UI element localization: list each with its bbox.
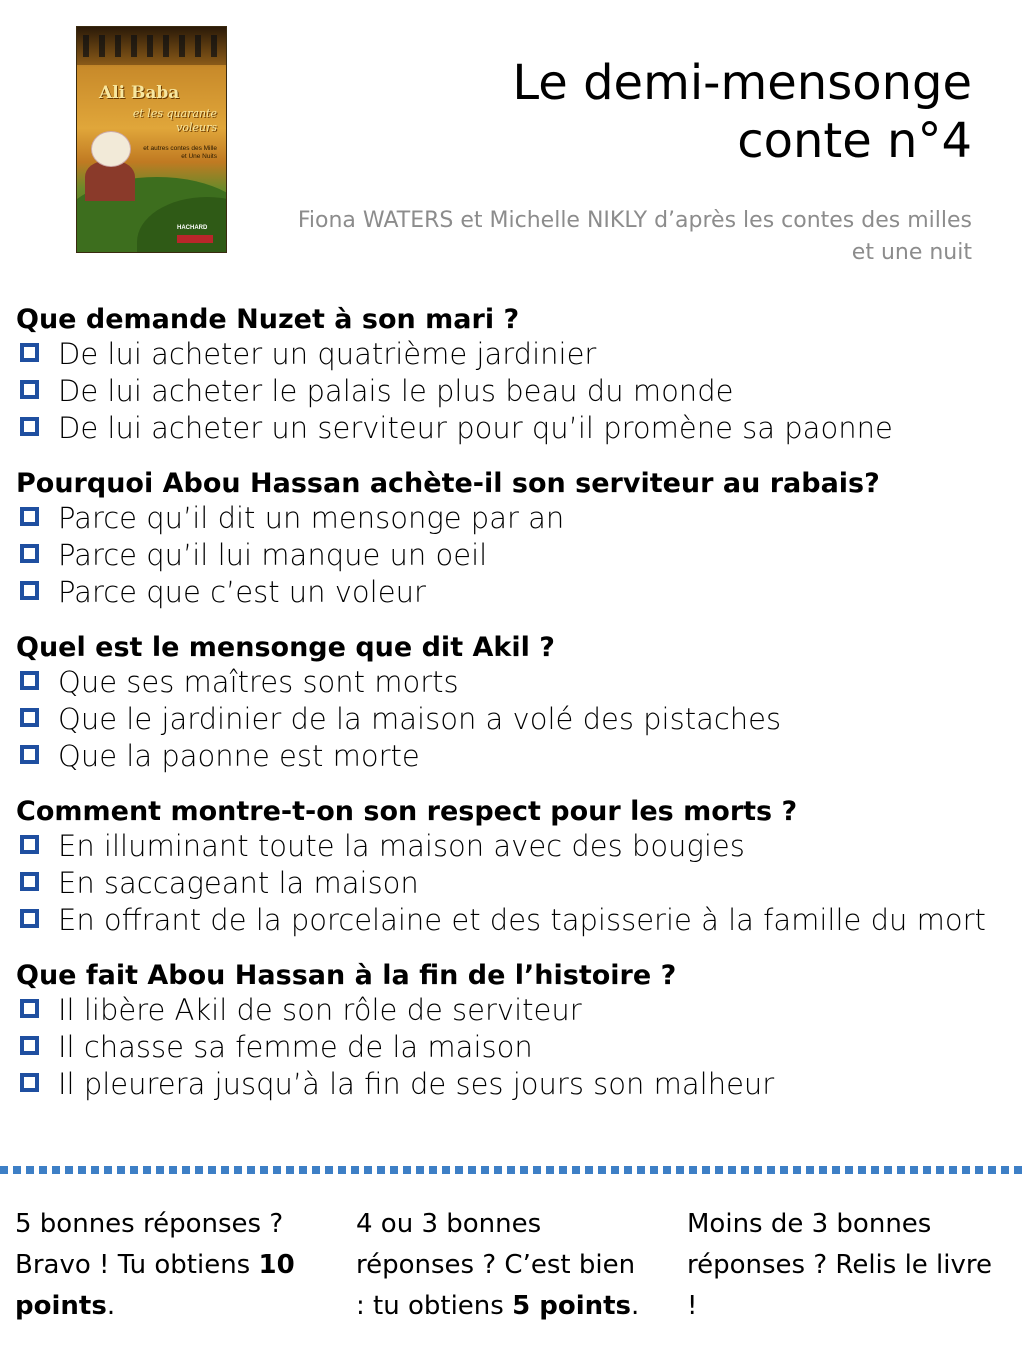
answer-label: De lui acheter un serviteur pour qu’il promène sa paonne — [58, 411, 893, 445]
score-text: 4 ou 3 bonnes réponses ? C’est bien : tu obtiens — [356, 1209, 636, 1321]
cover-riders-silhouette — [83, 35, 221, 57]
answer-option[interactable] — [16, 701, 1016, 738]
checkbox-icon[interactable] — [20, 708, 39, 727]
question-block — [16, 959, 1016, 1103]
checkbox-icon[interactable] — [20, 417, 39, 436]
answer-option[interactable] — [16, 902, 1016, 939]
answer-option[interactable] — [16, 537, 1016, 574]
answer-label: En saccageant la maison — [58, 866, 419, 900]
answer-label: Il chasse sa femme de la maison — [58, 1030, 533, 1064]
score-points: 5 points — [512, 1291, 632, 1321]
cover-publisher-badge — [177, 235, 213, 243]
checkbox-icon[interactable] — [20, 745, 39, 764]
answer-label: Que ses maîtres sont morts — [58, 665, 459, 699]
checkbox-icon[interactable] — [20, 671, 39, 690]
answer-option[interactable] — [16, 336, 1016, 373]
answer-label: En illuminant toute la maison avec des bougies — [58, 829, 745, 863]
title-line-2: conte n°4 — [737, 113, 972, 169]
checkbox-icon[interactable] — [20, 544, 39, 563]
question-block — [16, 795, 1016, 939]
answer-label: De lui acheter le palais le plus beau du monde — [58, 374, 734, 408]
checkbox-icon[interactable] — [20, 909, 39, 928]
answer-option[interactable] — [16, 1066, 1016, 1103]
checkbox-icon[interactable] — [20, 1073, 39, 1092]
cover-figure-body — [85, 161, 135, 201]
question-title: Que demande Nuzet à son mari ? — [16, 304, 520, 335]
question-block — [16, 631, 1016, 775]
answer-option[interactable] — [16, 828, 1016, 865]
answer-option[interactable] — [16, 992, 1016, 1029]
question-block — [16, 303, 1016, 447]
answer-option[interactable] — [16, 574, 1016, 611]
score-suffix: . — [106, 1291, 116, 1321]
score-text: 5 bonnes réponses ? Bravo ! Tu obtiens — [15, 1209, 284, 1280]
score-suffix: . — [631, 1291, 640, 1321]
section-divider — [0, 1166, 1024, 1174]
quiz-questions — [16, 303, 1016, 1123]
answer-label: Il pleurera jusqu’à la fin de ses jours son malheur — [58, 1067, 775, 1101]
cover-subtitle: et les quarante voleurs — [132, 107, 217, 134]
answer-option[interactable] — [16, 373, 1016, 410]
answer-label: Il libère Akil de son rôle de serviteur — [58, 993, 582, 1027]
cover-figure-turban — [91, 131, 131, 167]
score-text: Moins de 3 bonnes réponses ? Relis le livre ! — [687, 1209, 993, 1321]
score-column-3 — [687, 1204, 1007, 1327]
cover-title: Ali Baba — [99, 83, 180, 103]
answer-label: Parce qu’il dit un mensonge par an — [58, 501, 565, 535]
answer-option[interactable] — [16, 1029, 1016, 1066]
answer-option[interactable] — [16, 410, 1016, 447]
score-column-2 — [356, 1204, 646, 1327]
checkbox-icon[interactable] — [20, 872, 39, 891]
checkbox-icon[interactable] — [20, 581, 39, 600]
score-points: 10 points — [15, 1250, 295, 1321]
book-cover-image — [76, 26, 227, 253]
checkbox-icon[interactable] — [20, 343, 39, 362]
answer-option[interactable] — [16, 738, 1016, 775]
answer-label: En offrant de la porcelaine et des tapisserie à la famille du mort — [58, 903, 986, 937]
answer-label: De lui acheter un quatrième jardinier — [58, 337, 597, 371]
score-column-1 — [15, 1204, 325, 1327]
answer-label: Que la paonne est morte — [58, 739, 420, 773]
checkbox-icon[interactable] — [20, 835, 39, 854]
answer-label: Parce qu’il lui manque un oeil — [58, 538, 488, 572]
answer-option[interactable] — [16, 500, 1016, 537]
title-line-1: Le demi-mensonge — [512, 55, 972, 111]
checkbox-icon[interactable] — [20, 507, 39, 526]
question-title: Quel est le mensonge que dit Akil ? — [16, 632, 555, 663]
answer-option[interactable] — [16, 664, 1016, 701]
question-title: Comment montre-t-on son respect pour les morts ? — [16, 796, 798, 827]
answer-label: Que le jardinier de la maison a volé des pistaches — [58, 702, 782, 736]
page-title — [372, 54, 972, 170]
checkbox-icon[interactable] — [20, 999, 39, 1018]
answer-label: Parce que c’est un voleur — [58, 575, 426, 609]
cover-tagline: et autres contes des Mille et Une Nuits — [143, 145, 217, 160]
question-title: Que fait Abou Hassan à la fin de l’histoire ? — [16, 960, 677, 991]
cover-publisher: HACHARD — [177, 225, 208, 231]
question-title: Pourquoi Abou Hassan achète-il son serviteur au rabais? — [16, 468, 880, 499]
page-subtitle: Fiona WATERS et Michelle NIKLY d’après les contes des milles et une nuit — [297, 208, 972, 265]
checkbox-icon[interactable] — [20, 380, 39, 399]
answer-option[interactable] — [16, 865, 1016, 902]
question-block — [16, 467, 1016, 611]
checkbox-icon[interactable] — [20, 1036, 39, 1055]
